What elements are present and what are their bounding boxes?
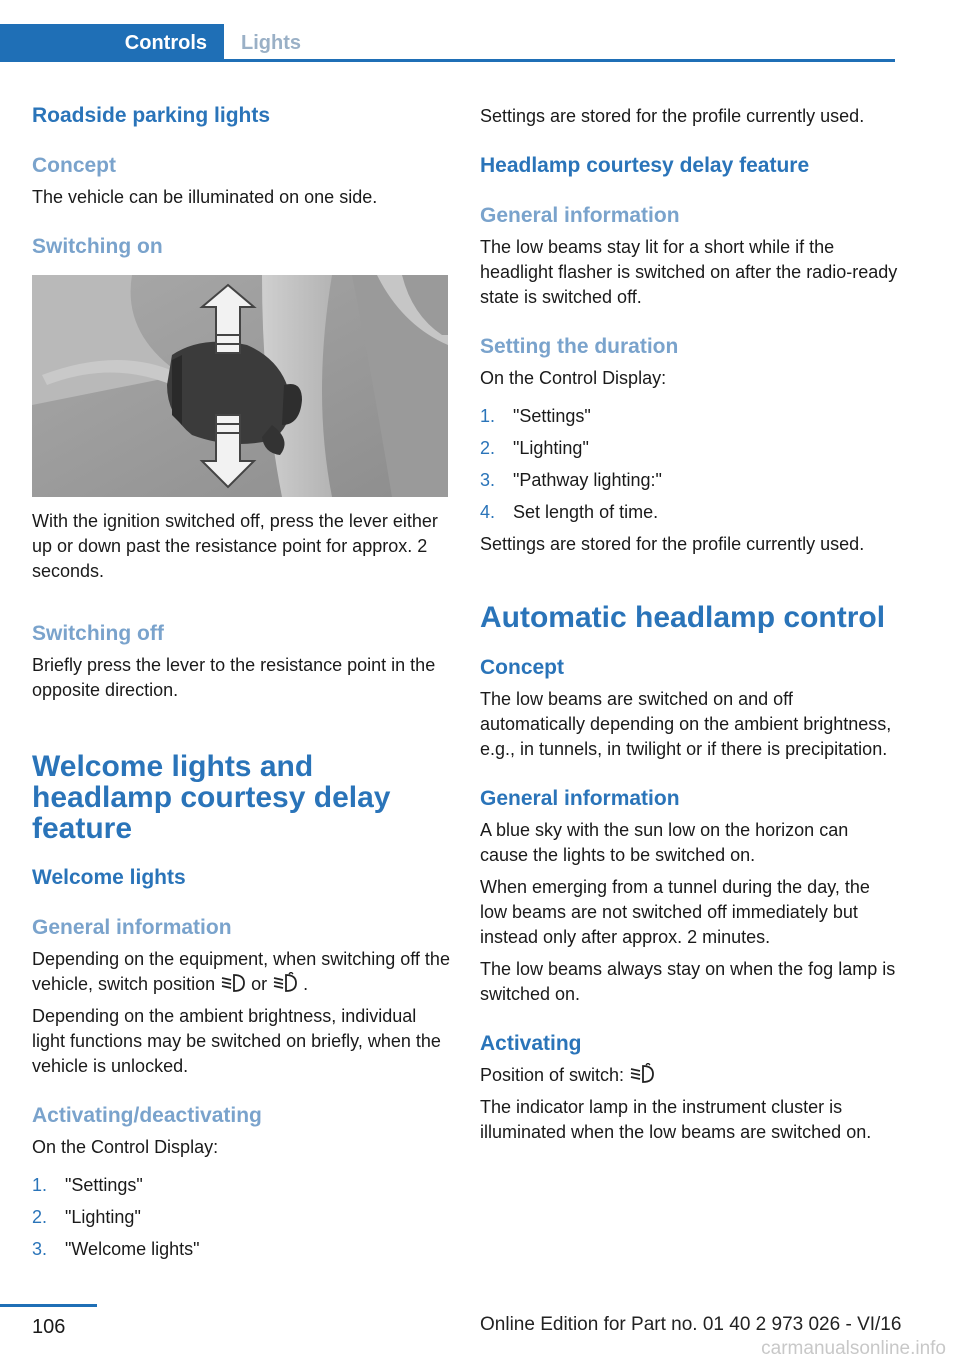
heading-switching-on: Switching on: [32, 235, 163, 258]
automatic-headlight-icon: [272, 972, 298, 994]
right-column: [480, 100, 898, 1145]
text-settings-stored-1: Settings are stored for the profile currently used.: [480, 106, 865, 126]
heading-general-information-right: General information: [480, 204, 680, 227]
tab-controls[interactable]: Controls: [0, 24, 224, 62]
text-general-end: .: [303, 974, 309, 994]
heading-activating: Activating: [480, 1032, 582, 1055]
heading-general-information: General information: [32, 916, 232, 939]
text-general-information-2: Depending on the ambient brightness, individual light functions may be switched on briefly, when the vehicle is unlocked.: [32, 1006, 441, 1076]
list-item: 4. Set length of time.: [480, 502, 659, 522]
heading-automatic-headlamp-control: Automatic headlamp control: [480, 601, 886, 634]
heading-activating-deactivating: Activating/deactivating: [32, 1104, 262, 1127]
text-general-1: A blue sky with the sun low on the horizon can cause the lights to be switched on.: [480, 820, 849, 865]
edition-info: Online Edition for Part no. 01 40 2 973 026 - VI/16: [480, 1314, 902, 1335]
list-item: 2. "Lighting": [480, 438, 589, 458]
page-number: 106: [32, 1316, 66, 1338]
heading-switching-off: Switching off: [32, 622, 164, 645]
text-concept-right: The low beams are switched on and off automatically depending on the ambient brightness, e.g., in tunnels, in twilight or if there is precipitation.: [480, 689, 892, 759]
text-switching-on: With the ignition switched off, press the lever either up or down past the resistance point for approx. 2 seconds.: [32, 511, 438, 581]
text-on-control-display-right: On the Control Display:: [480, 368, 667, 388]
text-on-control-display: On the Control Display:: [32, 1137, 219, 1157]
text-general-information: [32, 947, 450, 997]
steps-pathway-lighting: [480, 404, 898, 525]
watermark: carmanualsonline.info: [761, 1338, 946, 1359]
left-column: [32, 100, 450, 1269]
lever-illustration: [32, 275, 448, 497]
footer-rule: [0, 1304, 97, 1307]
text-general-a: Depending on the equipment, when switching off the vehicle, switch position: [32, 949, 450, 994]
lever-diagram-image: [32, 275, 448, 497]
automatic-headlight-icon: [629, 1063, 655, 1085]
low-beam-icon: [220, 972, 246, 994]
steps-welcome-lights: [32, 1173, 450, 1262]
text-general-or: or: [251, 974, 268, 994]
text-courtesy-general: The low beams stay lit for a short while if the headlight flasher is switched on after the radio-ready state is switched off.: [480, 237, 898, 307]
heading-welcome-lights-main: Welcome lights and headlamp courtesy delay feature: [32, 750, 391, 845]
heading-concept: Concept: [32, 154, 116, 177]
tab-lights[interactable]: Lights: [241, 31, 301, 54]
text-position-of-switch: Position of switch:: [480, 1063, 898, 1088]
heading-setting-duration: Setting the duration: [480, 335, 679, 358]
list-item: 3. "Welcome lights": [32, 1239, 200, 1259]
heading-concept-right: Concept: [480, 656, 564, 679]
list-item: 2. "Lighting": [32, 1207, 141, 1227]
chapter-tab-bar: [0, 24, 895, 62]
text-switching-off: Briefly press the lever to the resistance point in the opposite direction.: [32, 655, 436, 700]
text-general-2: When emerging from a tunnel during the day, the low beams are not switched off immediately but instead only after approx. 2 minutes.: [480, 877, 870, 947]
list-item: 3. "Pathway lighting:": [480, 470, 662, 490]
text-general-3: The low beams always stay on when the fog lamp is switched on.: [480, 959, 896, 1004]
heading-general-information-2: General information: [480, 787, 680, 810]
text-indicator-lamp: The indicator lamp in the instrument cluster is illuminated when the low beams are switched on.: [480, 1097, 872, 1142]
heading-welcome-lights: Welcome lights: [32, 866, 186, 889]
list-item: 1. "Settings": [32, 1175, 143, 1195]
heading-roadside-parking-lights: Roadside parking lights: [32, 104, 271, 127]
list-item: 1. "Settings": [480, 406, 591, 426]
tab-underline: [224, 59, 895, 62]
text-concept: The vehicle can be illuminated on one side.: [32, 187, 378, 207]
text-settings-stored-2: Settings are stored for the profile currently used.: [480, 534, 865, 554]
heading-headlamp-courtesy-delay: Headlamp courtesy delay feature: [480, 154, 810, 177]
